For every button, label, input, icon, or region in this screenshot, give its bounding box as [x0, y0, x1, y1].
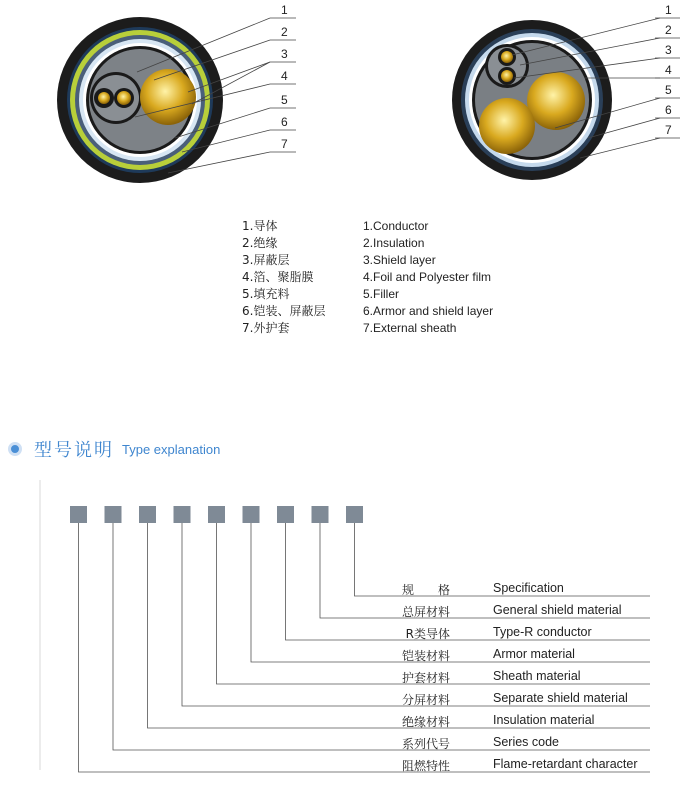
right-callout-2: 2: [665, 23, 672, 37]
section-heading: [8, 436, 220, 462]
legend-cn-item: 3.屏蔽层: [242, 253, 290, 267]
legend-english: [363, 218, 493, 337]
code-box: [174, 506, 191, 523]
code-box: [139, 506, 156, 523]
row-label-cn: 铠装材料: [401, 649, 450, 663]
row-label-en: Flame-retardant character: [493, 757, 638, 771]
section-title-cn: 型号说明: [34, 440, 114, 461]
legend-cn-item: 4.箔、聚脂膜: [242, 270, 314, 284]
code-box: [70, 506, 87, 523]
legend-en-item: 7.External sheath: [363, 321, 457, 335]
row-label-en: Specification: [493, 581, 564, 595]
row-label-en: General shield material: [493, 603, 622, 617]
left-callout-2: 2: [281, 25, 288, 39]
legend-en-item: 6.Armor and shield layer: [363, 304, 494, 318]
code-boxes: [70, 506, 363, 523]
right-callout-1: 1: [665, 3, 672, 17]
code-box: [312, 506, 329, 523]
left-cable-cross-section: [57, 17, 223, 183]
row-label-cn: 总屏材料: [401, 605, 450, 619]
code-box: [243, 506, 260, 523]
right-callout-3: 3: [665, 43, 672, 57]
legend-cn-item: 1.导体: [242, 219, 278, 233]
row-label-cn: 护套材料: [401, 671, 450, 685]
model-designation-diagram: [0, 470, 700, 790]
row-label-cn: R类导体: [405, 627, 450, 641]
row-label-en: Type-R conductor: [493, 625, 592, 639]
left-callout-3: 3: [281, 47, 288, 61]
legend-en-item: 3.Shield layer: [363, 253, 436, 267]
left-callout-4: 4: [281, 69, 288, 83]
legend-cn-item: 5.填充料: [242, 287, 290, 301]
section-title-en: Type explanation: [122, 441, 221, 457]
row-label-en: Insulation material: [493, 713, 595, 727]
row-label-en: Series code: [493, 735, 560, 749]
legend-cn-item: 6.铠装、屏蔽层: [242, 304, 326, 318]
row-label-cn: 系列代号: [401, 737, 450, 751]
legend-chinese: [242, 218, 325, 337]
cable-diagrams: [0, 0, 700, 210]
right-callout-5: 5: [665, 83, 672, 97]
left-callout-1: 1: [281, 3, 288, 17]
left-callout-7: 7: [281, 137, 288, 151]
connector-line: [286, 523, 651, 640]
connector-line: [251, 523, 650, 662]
left-callout-6: 6: [281, 115, 288, 129]
right-callout-4: 4: [665, 63, 672, 77]
row-label-cn: 绝缘材料: [401, 715, 450, 729]
right-callout-6: 6: [665, 103, 672, 117]
legend-en-item: 1.Conductor: [363, 219, 429, 233]
legend-en-item: 4.Foil and Polyester film: [363, 270, 492, 284]
row-label-cn: 规 格: [401, 583, 450, 597]
code-box: [277, 506, 294, 523]
legend-cn-item: 7.外护套: [242, 321, 290, 335]
code-box: [208, 506, 225, 523]
legend-en-item: 5.Filler: [363, 287, 400, 301]
row-label-en: Armor material: [493, 647, 575, 661]
row-label-en: Sheath material: [493, 669, 581, 683]
left-callout-5: 5: [281, 93, 288, 107]
right-callout-7: 7: [665, 123, 672, 137]
bullet-icon: [8, 442, 22, 456]
legend-cn-item: 2.绝缘: [242, 236, 278, 250]
row-label-cn: 分屏材料: [401, 693, 450, 707]
row-label-en: Separate shield material: [493, 691, 628, 705]
code-box: [105, 506, 122, 523]
code-box: [346, 506, 363, 523]
row-label-cn: 阻燃特性: [401, 759, 450, 773]
legend-en-item: 2.Insulation: [363, 236, 425, 250]
